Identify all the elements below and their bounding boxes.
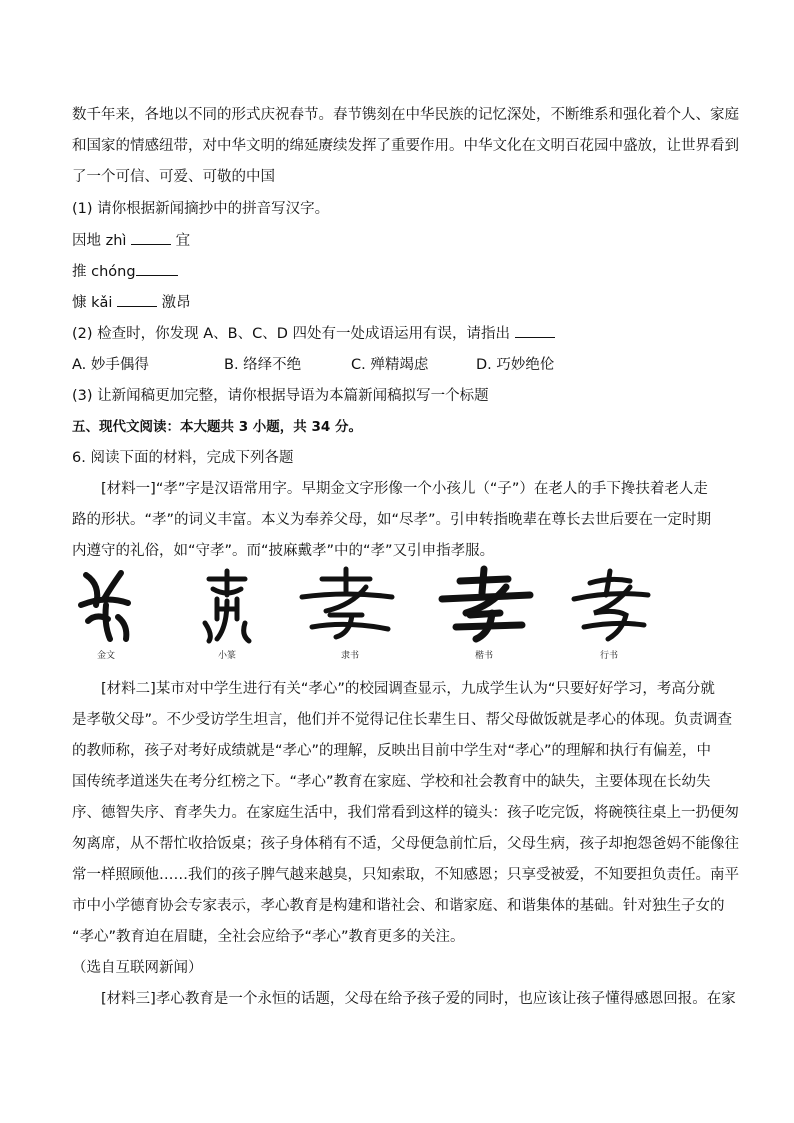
material2-line-3: 的教师称，孩子对考好成绩就是“孝心”的理解，反映出目前中学生对“孝心”的理解和执行有偏差，中 [72,743,712,759]
option-a: A. 妙手偶得 [72,357,149,373]
seal-script-image [187,565,267,645]
intro-line-3: 了一个可信、可爱、可敬的中国 [72,169,275,185]
material2-line-4: 国传统孝道迷失在考分红榜之下。“孝心”教育在家庭、学校和社会教育中的缺失，主要体现在长幼失 [72,774,711,790]
regular-script-glyph [430,565,530,645]
q1-prompt: (1) 请你根据新闻摘抄中的拼音写汉字。 [72,201,330,217]
material2-line-7: 常一样照顾他……我们的孩子脾气越来越臭，只知索取，不知感恩；只享受被爱，不知要担负责任。南平 [72,867,739,883]
option-d: D. 巧妙绝伦 [476,357,555,373]
material2-line-2: 是孝敬父母”。不少受访学生坦言，他们并不觉得记住长辈生日、帮父母做饭就是孝心的体现。负责调查 [72,712,733,728]
label-clerical: 隶书 [340,651,359,661]
material2-line-5: 序、德智失序、育孝失力。在家庭生活中，我们常看到这样的镜头：孩子吃完饭，将碗筷往桌上一扔便匆 [72,805,739,821]
q1-item-3 [72,291,191,312]
seal-script-glyph [177,565,277,645]
material2-line-9: “孝心”教育迫在眉睫，全社会应给予“孝心”教育更多的关注。 [72,929,465,945]
intro-line-2: 和国家的情感纽带，对中华文明的绵延赓续发挥了重要作用。中华文化在文明百花园中盛放，让世界看到 [72,138,739,154]
q1-item-2 [72,260,178,281]
regular-script-image [430,565,540,645]
section-heading: 五、现代文阅读：本大题共 3 小题，共 34 分。 [72,419,362,435]
label-bronze: 金文 [96,651,115,661]
q1-item-1-suffix: 宜 [175,233,191,249]
q1-item-3-pinyin: 慷 kǎi [72,295,113,311]
option-c: C. 殚精竭虑 [351,357,429,373]
bronze-script-glyph [56,565,156,645]
calligraphy-figure [72,565,642,665]
q3-prompt: (3) 让新闻稿更加完整，请你根据导语为本篇新闻稿拟写一个标题 [72,388,489,404]
q1-item-1 [72,229,190,250]
answer-blank[interactable] [136,263,178,276]
material1-line-2: 路的形状。“孝”的词义丰富。本义为奉养父母，如“尽孝”。引申转指晚辈在尊长去世后要在一定时期 [72,512,712,528]
label-seal: 小篆 [217,651,236,661]
answer-blank[interactable] [117,294,157,307]
label-running: 行书 [599,651,618,661]
answer-blank[interactable] [515,325,555,338]
clerical-script-image [292,565,402,645]
material2-line-8: 市中小学德育协会专家表示，孝心教育是构建和谐社会、和谐家庭、和谐集体的基础。针对独生子女的 [72,898,725,914]
q2-prompt-text: (2) 检查时，你发现 A、B、C、D 四处有一处成语运用有误，请指出 [72,326,511,342]
q1-item-1-pinyin: 因地 zhì [72,233,127,249]
q1-item-3-suffix: 激昂 [161,295,191,311]
q1-item-2-pinyin: 推 chóng [72,264,136,280]
material1-line-1: [材料一]“孝”字是汉语常用字。早期金文字形像一个小孩儿（“子”）在老人的手下搀扶着老人走 [101,481,708,497]
material2-line-6: 匆离席，从不帮忙收拾饭桌；孩子身体稍有不适，父母便急前忙后，父母生病，孩子却抱怨爸妈不能像往 [72,836,739,852]
answer-blank[interactable] [131,232,171,245]
bronze-script-image [66,565,146,645]
clerical-script-glyph [292,565,392,645]
q6-prompt: 6. 阅读下面的材料，完成下列各题 [72,450,294,466]
material2-line-1: [材料二]某市对中学生进行有关“孝心”的校园调查显示，九成学生认为“只要好好学习，考高分就 [101,681,715,697]
running-script-glyph [560,565,660,645]
option-b: B. 络绎不绝 [224,357,302,373]
running-script-image [560,565,660,645]
material2-source: （选自互联网新闻） [72,960,203,976]
q2-prompt [72,322,555,343]
material3-line-1: [材料三]孝心教育是一个永恒的话题，父母在给予孩子爱的同时，也应该让孩子懂得感恩回报。在家 [101,991,736,1007]
label-regular: 楷书 [474,651,493,661]
material1-line-3: 内遵守的礼俗，如“守孝”。而“披麻戴孝”中的“孝”又引申指孝服。 [72,543,495,559]
intro-line-1: 数千年来，各地以不同的形式庆祝春节。春节镌刻在中华民族的记忆深处，不断维系和强化着个人、家庭 [72,107,739,123]
q2-options [72,353,554,374]
